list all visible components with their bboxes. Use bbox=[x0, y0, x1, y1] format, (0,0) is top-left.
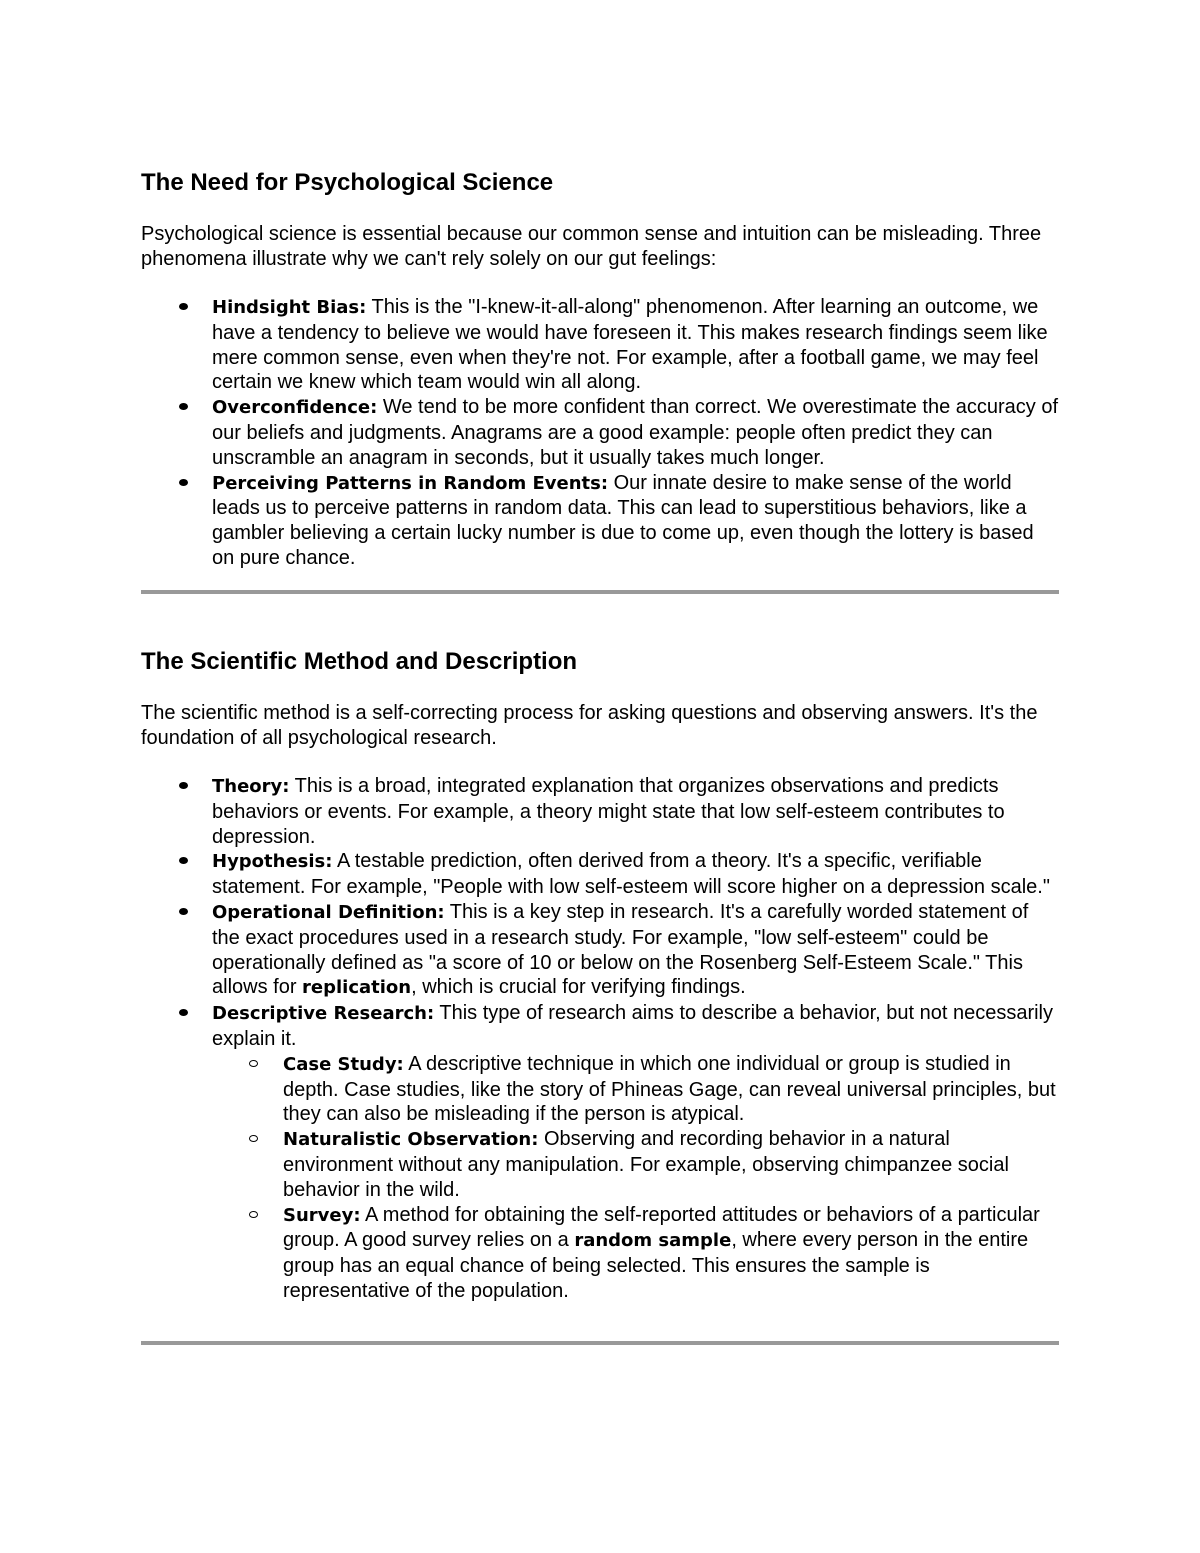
term-description: This is a broad, integrated explanation that organizes observations and predicts behaviors or events. For example, a theory might state that low self-esteem contributes to depression. bbox=[212, 775, 1005, 848]
sub-list-item bbox=[212, 1127, 1059, 1202]
bullet-list bbox=[141, 774, 1059, 1304]
horizontal-divider bbox=[141, 590, 1059, 594]
bullet-list bbox=[141, 295, 1059, 571]
term-label: Descriptive Research: bbox=[212, 1003, 435, 1025]
term-label: Theory: bbox=[212, 776, 290, 797]
term-description: We tend to be more confident than correct. We overestimate the accuracy of our beliefs and judgments. Anagrams are a good example: people often predict they can unscramble an anagram in seconds, but it usually takes much longer. bbox=[212, 396, 1059, 469]
section-title: The Need for Psychological Science bbox=[141, 169, 554, 196]
term-description: Our innate desire to make sense of the world leads us to perceive patterns in random data. This can lead to superstitious behaviors, like a gambler believing a certain lucky number is due to come up, even though the lottery is based on pure chance. bbox=[212, 471, 1034, 569]
term-label: Case Study: bbox=[283, 1053, 404, 1075]
emphasis-term: replication bbox=[302, 977, 412, 999]
term-description: Observing and recording behavior in a natural environment without any manipulation. For example, observing chimpanzee social behavior in the wild. bbox=[283, 1128, 1009, 1201]
list-item bbox=[141, 774, 1059, 849]
term-label: Hindsight Bias: bbox=[212, 297, 367, 318]
term-label: Naturalistic Observation: bbox=[283, 1129, 539, 1151]
term-description: This is the "I-knew-it-all-along" phenomenon. After learning an outcome, we have a tendency to believe we would have foreseen it. This makes research findings seem like mere common sense, even when they're not. For example, after a football game, we may feel certain we knew which team would win all along. bbox=[212, 296, 1048, 394]
term-description: This type of research aims to describe a behavior, but not necessarily explain it. bbox=[212, 1002, 1053, 1050]
horizontal-divider bbox=[141, 1341, 1059, 1345]
term-label: Hypothesis: bbox=[212, 851, 333, 873]
term-description: A method for obtaining the self-reported attitudes or behaviors of a particular group. A good survey relies on a bbox=[283, 1203, 1040, 1252]
list-item bbox=[141, 395, 1059, 470]
sub-list-item bbox=[212, 1203, 1059, 1304]
term-description: A testable prediction, often derived from a theory. It's a specific, verifiable statement. For example, "People with low self-esteem will score higher on a depression scale." bbox=[212, 850, 1050, 899]
term-description: , where every person in the entire group has an equal chance of being selected. This ensures the sample is representative of the population. bbox=[283, 1229, 1029, 1302]
term-description: This is a key step in research. It's a carefully worded statement of the exact procedures used in a research study. For example, "low self-esteem" could be operationally defined as "a score of 10 or below on the Rosenberg Self-Esteem Scale." This allows for bbox=[212, 900, 1029, 999]
term-description: A descriptive technique in which one individual or group is studied in depth. Case studies, like the story of Phineas Gage, can reveal universal principles, but they can also be misleading if the person is atypical. bbox=[283, 1052, 1056, 1126]
list-item bbox=[141, 471, 1059, 571]
term-description: , which is crucial for verifying findings. bbox=[411, 976, 746, 999]
term-label: Survey: bbox=[283, 1204, 361, 1226]
list-item bbox=[141, 1001, 1059, 1304]
sub-list bbox=[212, 1052, 1059, 1304]
term-label: Overconfidence: bbox=[212, 397, 378, 419]
term-label: Perceiving Patterns in Random Events: bbox=[212, 472, 609, 494]
term-label: Operational Definition: bbox=[212, 901, 445, 923]
section-intro: Psychological science is essential because our common sense and intuition can be misleading. Three phenomena illustrate why we can't rely solely on our gut feelings: bbox=[141, 223, 1042, 270]
list-item bbox=[141, 295, 1059, 395]
section-intro: The scientific method is a self-correcting process for asking questions and observing answers. It's the foundation of all psychological research. bbox=[141, 702, 1038, 749]
list-item bbox=[141, 900, 1059, 1001]
emphasis-term: random sample bbox=[574, 1230, 732, 1252]
list-item bbox=[141, 849, 1059, 900]
sub-list-item bbox=[212, 1052, 1059, 1127]
section-title: The Scientific Method and Description bbox=[141, 648, 578, 675]
